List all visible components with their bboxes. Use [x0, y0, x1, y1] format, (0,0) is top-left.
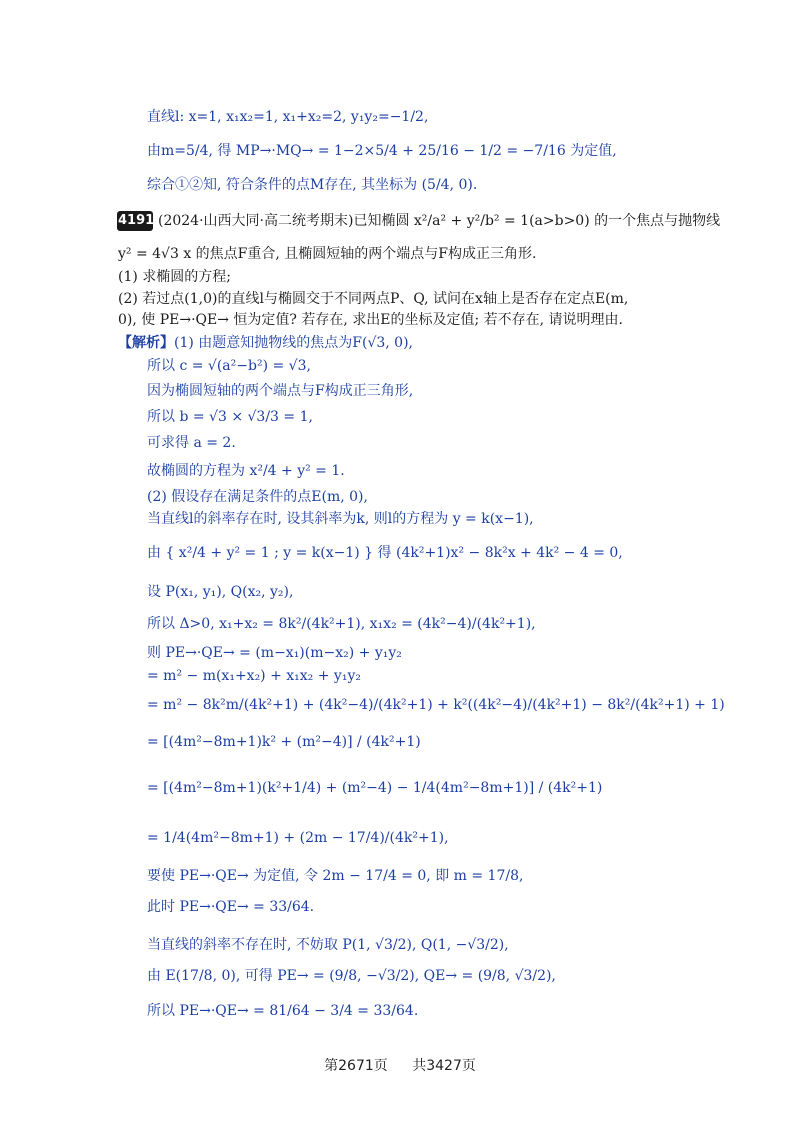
- solution-line: 此时 PE→·QE→ = 33/64.: [147, 899, 315, 915]
- solution-line: 要使 PE→·QE→ 为定值, 令 2m − 17/4 = 0, 即 m = 17/8,: [147, 868, 524, 884]
- problem-line: (2) 若过点(1,0)的直线l与椭圆交于不同两点P、Q, 试问在x轴上是否存在定点E(m,: [118, 291, 629, 307]
- solution-line: 所以 PE→·QE→ = 81/64 − 3/4 = 33/64.: [147, 1003, 419, 1019]
- text-line: 由m=5/4, 得 MP→·MQ→ = 1−2×5/4 + 25/16 − 1/2 = −7/16 为定值,: [147, 143, 617, 159]
- text-line: 直线l: x=1, x₁x₂=1, x₁+x₂=2, y₁y₂=−1/2,: [147, 109, 429, 125]
- solution-line-first: [118, 333, 413, 353]
- solution-line: (2) 假设存在满足条件的点E(m, 0),: [147, 489, 368, 505]
- solution-line: = 1/4(4m²−8m+1) + (2m − 17/4)/(4k²+1),: [147, 830, 449, 846]
- solution-line: 可求得 a = 2.: [147, 435, 236, 451]
- problem-line: y² = 4√3 x 的焦点F重合, 且椭圆短轴的两个端点与F构成正三角形.: [118, 246, 537, 262]
- page-number: 第2671页: [324, 1058, 388, 1074]
- solution-line: 则 PE→·QE→ = (m−x₁)(m−x₂) + y₁y₂: [147, 645, 402, 661]
- text-line: 综合①②知, 符合条件的点M存在, 其坐标为 (5/4, 0).: [147, 177, 478, 193]
- problem-line: (2024·山西大同·高二统考期末)已知椭圆 x²/a² + y²/b² = 1(a>b>0) 的一个焦点与抛物线: [158, 213, 721, 229]
- solution-line: = m² − 8k²m/(4k²+1) + (4k²−4)/(4k²+1) + k²((4k²−4)/(4k²+1) − 8k²/(4k²+1) + 1): [147, 697, 725, 713]
- solution-text: (1) 由题意知抛物线的焦点为F(√3, 0),: [174, 335, 414, 351]
- solution-line: 故椭圆的方程为 x²/4 + y² = 1.: [147, 463, 345, 479]
- solution-line: 由 E(17/8, 0), 可得 PE→ = (9/8, −√3/2), QE→ = (9/8, √3/2),: [147, 968, 556, 984]
- solution-line: = m² − m(x₁+x₂) + x₁x₂ + y₁y₂: [147, 668, 361, 684]
- problem-line: 0), 使 PE→·QE→ 恒为定值? 若存在, 求出E的坐标及定值; 若不存在, 请说明理由.: [118, 312, 624, 328]
- solution-line: = [(4m²−8m+1)k² + (m²−4)] / (4k²+1): [147, 734, 421, 750]
- solution-line: 所以 c = √(a²−b²) = √3,: [147, 358, 311, 374]
- solution-line: 由 { x²/4 + y² = 1 ; y = k(x−1) } 得 (4k²+1)x² − 8k²x + 4k² − 4 = 0,: [147, 545, 623, 561]
- solution-line: 所以 Δ>0, x₁+x₂ = 8k²/(4k²+1), x₁x₂ = (4k²−4)/(4k²+1),: [147, 616, 536, 632]
- solution-line: 因为椭圆短轴的两个端点与F构成正三角形,: [147, 383, 414, 399]
- page-total: 共3427页: [412, 1058, 476, 1074]
- solution-line: 所以 b = √3 × √3/3 = 1,: [147, 409, 313, 425]
- solution-line: 设 P(x₁, y₁), Q(x₂, y₂),: [147, 584, 294, 600]
- problem-number-badge: 4191: [118, 213, 155, 228]
- solution-line: = [(4m²−8m+1)(k²+1/4) + (m²−4) − 1/4(4m²−8m+1)] / (4k²+1): [147, 780, 603, 796]
- solution-line: 当直线l的斜率存在时, 设其斜率为k, 则l的方程为 y = k(x−1),: [147, 511, 534, 527]
- problem-line: (1) 求椭圆的方程;: [118, 269, 231, 285]
- page-footer: [0, 1055, 800, 1075]
- solution-tag: 【解析】: [118, 335, 174, 351]
- solution-line: 当直线的斜率不存在时, 不妨取 P(1, √3/2), Q(1, −√3/2),: [147, 937, 509, 953]
